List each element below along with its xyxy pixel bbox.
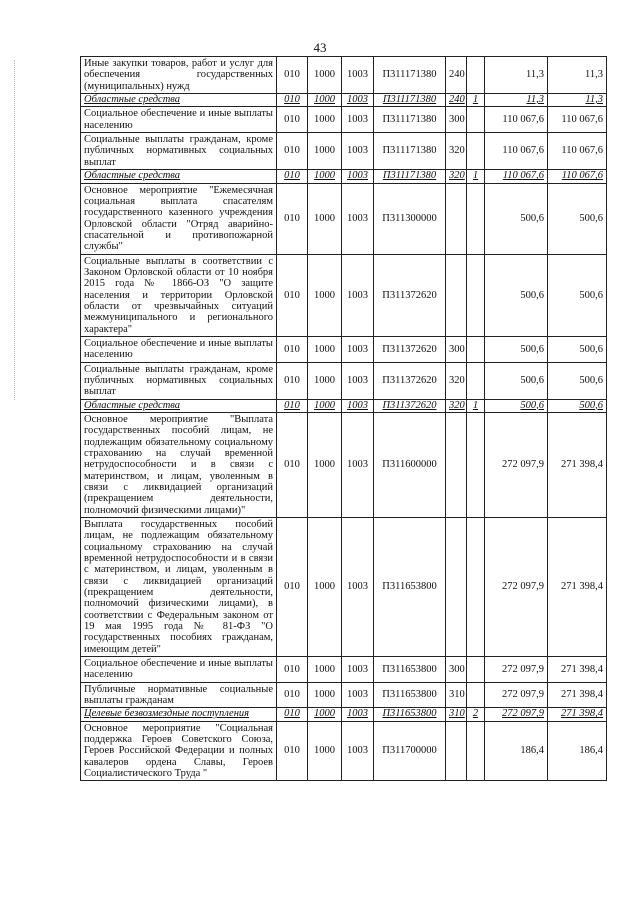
row-name-cell: Выплата государственных пособий лицам, не подлежащим обязательному социальному страхованию на случай временной нетрудоспособности и в связи с материнством, и лицам, уволенным в связи с ликвидацией организаций (прекращением деятельности, полномочий физическими лицами), в соответствии с Федеральным законом от 19 мая 1995 года № 81-ФЗ "О государственных пособиях гражданам, имеющим детей": [81, 517, 277, 656]
funding-source-cell: [467, 413, 485, 518]
table-row-funding-source: [81, 170, 607, 184]
row-name-cell: Социальные выплаты гражданам, кроме публичных нормативных социальных выплат: [81, 133, 277, 170]
target-article-cell: П311171380: [374, 133, 446, 170]
funding-source-cell: [467, 336, 485, 362]
subsection-code-cell: 1003: [342, 517, 374, 656]
row-name-cell: Областные средства: [81, 170, 277, 184]
row-name-cell: Основное мероприятие "Социальная поддержка Героев Советского Союза, Героев Российской Федерации и полных кавалеров ордена Славы, Героев Социалистического Труда ": [81, 721, 277, 781]
expense-type-cell: [446, 183, 467, 254]
row-name-cell: Основное мероприятие "Выплата государственных пособий лицам, не подлежащим обязательному социальному страхованию на случай временной нетрудоспособности и в связи с материнством, и лицам, уволенным в связи с ликвидацией организаций (прекращением деятельности, полномочий физическими лицами)": [81, 413, 277, 518]
subsection-code-cell: 1003: [342, 682, 374, 708]
expense-type-cell: [446, 721, 467, 781]
section-code-cell: 1000: [308, 93, 342, 107]
budget-table: [80, 56, 607, 781]
subsection-code-cell: 1003: [342, 93, 374, 107]
ministry-code-cell: 010: [277, 170, 308, 184]
target-article-cell: П311372620: [374, 362, 446, 399]
ministry-code-cell: 010: [277, 413, 308, 518]
target-article-cell: П311700000: [374, 721, 446, 781]
subsection-code-cell: 1003: [342, 336, 374, 362]
budget-table-body: [81, 57, 607, 781]
table-row-funding-source: [81, 399, 607, 413]
expense-type-cell: [446, 254, 467, 336]
ministry-code-cell: 010: [277, 133, 308, 170]
amount-year1-cell: 500,6: [485, 362, 548, 399]
row-name-cell: Социальные выплаты в соответствии с Законом Орловской области от 10 ноября 2015 года № 1866-ОЗ "О защите населения и территории Орловской области от чрезвычайных ситуаций межмуниципального и регионального характера": [81, 254, 277, 336]
amount-year2-cell: 110 067,6: [548, 133, 607, 170]
section-code-cell: 1000: [308, 708, 342, 722]
table-row: [81, 107, 607, 133]
section-code-cell: 1000: [308, 399, 342, 413]
target-article-cell: П311653800: [374, 708, 446, 722]
expense-type-cell: 240: [446, 93, 467, 107]
section-code-cell: 1000: [308, 656, 342, 682]
subsection-code-cell: 1003: [342, 254, 374, 336]
expense-type-cell: 300: [446, 107, 467, 133]
row-name-cell: Социальное обеспечение и иные выплаты населению: [81, 107, 277, 133]
amount-year2-cell: 500,6: [548, 254, 607, 336]
amount-year1-cell: 272 097,9: [485, 708, 548, 722]
target-article-cell: П311171380: [374, 93, 446, 107]
expense-type-cell: [446, 413, 467, 518]
amount-year2-cell: 110 067,6: [548, 107, 607, 133]
ministry-code-cell: 010: [277, 362, 308, 399]
amount-year2-cell: 271 398,4: [548, 413, 607, 518]
funding-source-cell: [467, 517, 485, 656]
binding-edge-dots: [14, 60, 15, 400]
target-article-cell: П311300000: [374, 183, 446, 254]
table-row-funding-source: [81, 708, 607, 722]
amount-year2-cell: 500,6: [548, 336, 607, 362]
funding-source-cell: [467, 682, 485, 708]
table-row: [81, 413, 607, 518]
amount-year1-cell: 110 067,6: [485, 170, 548, 184]
funding-source-cell: 1: [467, 93, 485, 107]
table-row: [81, 682, 607, 708]
expense-type-cell: 320: [446, 133, 467, 170]
amount-year1-cell: 272 097,9: [485, 682, 548, 708]
table-row: [81, 133, 607, 170]
page-number: 43: [313, 40, 327, 55]
section-code-cell: 1000: [308, 413, 342, 518]
section-code-cell: 1000: [308, 254, 342, 336]
ministry-code-cell: 010: [277, 107, 308, 133]
ministry-code-cell: 010: [277, 721, 308, 781]
subsection-code-cell: 1003: [342, 708, 374, 722]
section-code-cell: 1000: [308, 336, 342, 362]
amount-year2-cell: 271 398,4: [548, 517, 607, 656]
row-name-cell: Иные закупки товаров, работ и услуг для обеспечения государственных (муниципальных) нужд: [81, 57, 277, 94]
row-name-cell: Основное мероприятие "Ежемесячная социальная выплата спасателям государственного казенного учреждения Орловской области "Отряд аварийно-спасательной и противопожарной службы": [81, 183, 277, 254]
ministry-code-cell: 010: [277, 682, 308, 708]
row-name-cell: Публичные нормативные социальные выплаты гражданам: [81, 682, 277, 708]
funding-source-cell: [467, 107, 485, 133]
section-code-cell: 1000: [308, 107, 342, 133]
amount-year1-cell: 11,3: [485, 93, 548, 107]
table-row: [81, 362, 607, 399]
amount-year2-cell: 500,6: [548, 399, 607, 413]
expense-type-cell: 320: [446, 362, 467, 399]
table-row: [81, 721, 607, 781]
expense-type-cell: 310: [446, 708, 467, 722]
section-code-cell: 1000: [308, 183, 342, 254]
subsection-code-cell: 1003: [342, 413, 374, 518]
amount-year1-cell: 500,6: [485, 183, 548, 254]
funding-source-cell: [467, 57, 485, 94]
expense-type-cell: 320: [446, 170, 467, 184]
funding-source-cell: [467, 254, 485, 336]
target-article-cell: П311653800: [374, 656, 446, 682]
table-row: [81, 517, 607, 656]
row-name-cell: Социальное обеспечение и иные выплаты населению: [81, 656, 277, 682]
ministry-code-cell: 010: [277, 254, 308, 336]
funding-source-cell: [467, 362, 485, 399]
funding-source-cell: 1: [467, 399, 485, 413]
funding-source-cell: [467, 133, 485, 170]
target-article-cell: П311171380: [374, 170, 446, 184]
subsection-code-cell: 1003: [342, 107, 374, 133]
ministry-code-cell: 010: [277, 93, 308, 107]
amount-year2-cell: 500,6: [548, 362, 607, 399]
funding-source-cell: [467, 183, 485, 254]
subsection-code-cell: 1003: [342, 183, 374, 254]
table-row: [81, 183, 607, 254]
section-code-cell: 1000: [308, 133, 342, 170]
amount-year1-cell: 110 067,6: [485, 107, 548, 133]
subsection-code-cell: 1003: [342, 133, 374, 170]
subsection-code-cell: 1003: [342, 399, 374, 413]
ministry-code-cell: 010: [277, 336, 308, 362]
amount-year1-cell: 11,3: [485, 57, 548, 94]
table-row: [81, 57, 607, 94]
target-article-cell: П311171380: [374, 107, 446, 133]
amount-year1-cell: 110 067,6: [485, 133, 548, 170]
row-name-cell: Целевые безвозмездные поступления: [81, 708, 277, 722]
expense-type-cell: 310: [446, 682, 467, 708]
ministry-code-cell: 010: [277, 517, 308, 656]
amount-year1-cell: 272 097,9: [485, 656, 548, 682]
expense-type-cell: 300: [446, 336, 467, 362]
expense-type-cell: [446, 517, 467, 656]
subsection-code-cell: 1003: [342, 362, 374, 399]
section-code-cell: 1000: [308, 362, 342, 399]
row-name-cell: Областные средства: [81, 399, 277, 413]
expense-type-cell: 240: [446, 57, 467, 94]
subsection-code-cell: 1003: [342, 57, 374, 94]
subsection-code-cell: 1003: [342, 656, 374, 682]
row-name-cell: Областные средства: [81, 93, 277, 107]
target-article-cell: П311600000: [374, 413, 446, 518]
subsection-code-cell: 1003: [342, 721, 374, 781]
target-article-cell: П311653800: [374, 517, 446, 656]
target-article-cell: П311372620: [374, 399, 446, 413]
ministry-code-cell: 010: [277, 399, 308, 413]
section-code-cell: 1000: [308, 682, 342, 708]
target-article-cell: П311171380: [374, 57, 446, 94]
amount-year1-cell: 500,6: [485, 336, 548, 362]
row-name-cell: Социальные выплаты гражданам, кроме публичных нормативных социальных выплат: [81, 362, 277, 399]
target-article-cell: П311372620: [374, 336, 446, 362]
amount-year1-cell: 500,6: [485, 399, 548, 413]
expense-type-cell: 320: [446, 399, 467, 413]
table-row: [81, 254, 607, 336]
amount-year2-cell: 186,4: [548, 721, 607, 781]
target-article-cell: П311372620: [374, 254, 446, 336]
table-row-funding-source: [81, 93, 607, 107]
subsection-code-cell: 1003: [342, 170, 374, 184]
amount-year2-cell: 11,3: [548, 57, 607, 94]
amount-year2-cell: 271 398,4: [548, 708, 607, 722]
funding-source-cell: 1: [467, 170, 485, 184]
section-code-cell: 1000: [308, 57, 342, 94]
target-article-cell: П311653800: [374, 682, 446, 708]
section-code-cell: 1000: [308, 170, 342, 184]
ministry-code-cell: 010: [277, 708, 308, 722]
ministry-code-cell: 010: [277, 656, 308, 682]
amount-year2-cell: 11,3: [548, 93, 607, 107]
ministry-code-cell: 010: [277, 57, 308, 94]
funding-source-cell: [467, 721, 485, 781]
amount-year1-cell: 272 097,9: [485, 413, 548, 518]
amount-year1-cell: 186,4: [485, 721, 548, 781]
table-row: [81, 656, 607, 682]
section-code-cell: 1000: [308, 721, 342, 781]
amount-year1-cell: 500,6: [485, 254, 548, 336]
expense-type-cell: 300: [446, 656, 467, 682]
amount-year2-cell: 500,6: [548, 183, 607, 254]
row-name-cell: Социальное обеспечение и иные выплаты населению: [81, 336, 277, 362]
funding-source-cell: 2: [467, 708, 485, 722]
amount-year2-cell: 271 398,4: [548, 656, 607, 682]
section-code-cell: 1000: [308, 517, 342, 656]
amount-year2-cell: 271 398,4: [548, 682, 607, 708]
funding-source-cell: [467, 656, 485, 682]
ministry-code-cell: 010: [277, 183, 308, 254]
table-row: [81, 336, 607, 362]
amount-year2-cell: 110 067,6: [548, 170, 607, 184]
amount-year1-cell: 272 097,9: [485, 517, 548, 656]
